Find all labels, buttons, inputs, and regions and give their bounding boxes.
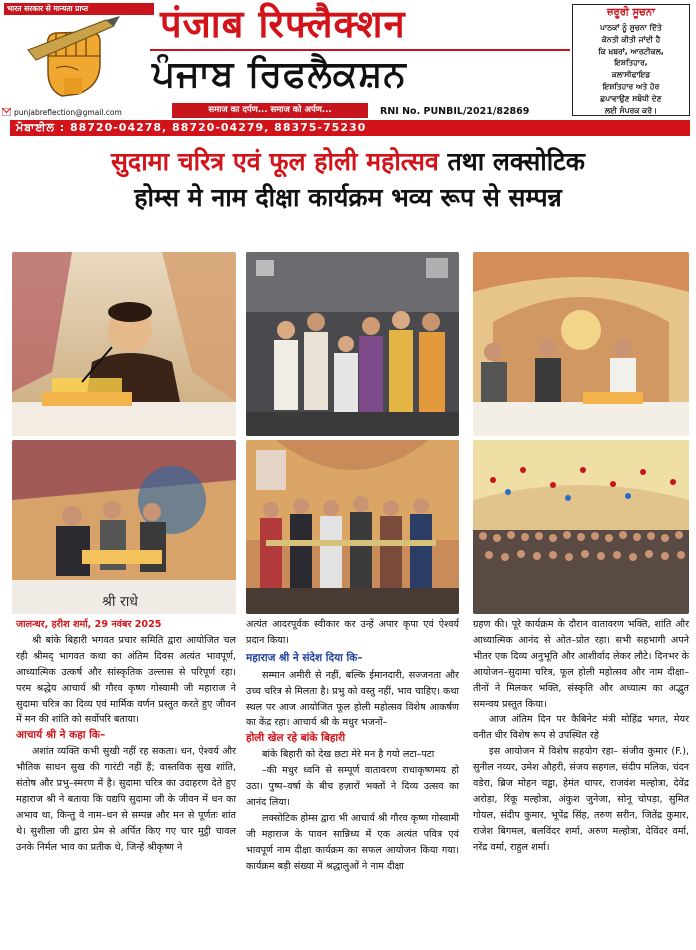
photo-group-on-stage xyxy=(246,252,459,436)
newspaper-title-punjabi: ਪੰਜਾਬ ਰਿਫਲੈਕਸ਼ਨ xyxy=(152,54,407,95)
govt-recognition-strip: भारत सरकार से मान्यता प्राप्त xyxy=(4,3,154,15)
photo-lamp-lighting xyxy=(12,440,236,614)
article-paragraph: बांके बिहारी को देख छटा मेरे मन है गयो लटा–पटा xyxy=(262,749,435,761)
article-column-3 xyxy=(473,617,689,856)
article-column-1 xyxy=(16,617,236,856)
photo-devotee-crowd xyxy=(473,440,689,614)
article-paragraph: आज अंतिम दिन पर कैबिनेट मंत्री मोहिंद्र भगत, मेयर वनीत धीर विशेष रूप से उपस्थित रहे xyxy=(473,714,689,742)
mobile-numbers-bar: ਮੋਬਾਈਲ : 88720-04278, 88720-04279, 88375-75230 xyxy=(10,120,690,136)
headline xyxy=(0,144,696,216)
article-paragraph: सम्मान अमीरी से नहीं, बल्कि ईमानदारी, सज्जनता और उच्च चरित्र से मिलता है। प्रभु को वस्तु नहीं, भाव चाहिए। कथा स्थल पर आज आयोजित फूल होली महोत्सव विशेष आकर्षण का केंद्र रहा। आचार्य श्री के मधुर भजनों– xyxy=(246,669,459,729)
article-paragraph: अशांत व्यक्ति कभी सुखी नहीं रह सकता। धन, ऐश्वर्य और भौतिक साधन सुख की गारंटी नहीं हैं; वास्तविक सुख शांति, संतोष और प्रभु–स्मरण में है। सुदामा चरित्र का उदाहरण देते हुए महाराज श्री ने बताया कि यद्यपि सुदामा जी के जीवन में धन का अभाव था, किन्तु वे नाम–धन से सम्पन्न और मन से पूर्णतः शांत थे। सुशीला जी द्वारा प्रेम से अर्पित किए गए चार मुट्ठी चावल उनके निर्मल भाव का प्रतीक थे, जिन्हें श्रीकृष्ण ने xyxy=(16,746,236,853)
masthead-divider xyxy=(150,49,570,51)
article-paragraph: लक्सोटिक होम्स द्वारा भी आचार्य श्री गौरव कृष्ण गोस्वामी जी महाराज के पावन सान्निध्य में एक अत्यंत पवित्र एवं भावपूर्ण नाम दीक्षा कार्यक्रम का सफल आयोजन किया गया। कार्यक्रम बड़ी संख्या में श्रद्धालुओं ने नाम दीक्षा xyxy=(246,812,459,872)
mail-icon xyxy=(2,108,11,116)
slogan-banner: समाज का दर्पण... समाज को अर्पण... xyxy=(172,103,368,118)
notice-heading: ਜ਼ਰੂਰੀ ਸੂਚਨਾ xyxy=(607,7,655,18)
headline-red-part: सुदामा चरित्र एवं फूल होली महोत्सव xyxy=(111,147,439,176)
photo-acharya-speaking xyxy=(12,252,236,436)
newspaper-title-hindi: पंजाब रिफ्लैक्शन xyxy=(160,2,406,46)
masthead xyxy=(0,0,696,140)
important-notice-box xyxy=(572,4,690,116)
headline-black-part: तथा लक्सोटिक xyxy=(447,147,585,176)
article-paragraph: श्री बांके बिहारी भगवत प्रचार समिति द्वारा आयोजित चल रही श्रीमद् भागवत कथा का अंतिम दिवस अत्यंत भावपूर्ण, आध्यात्मिक उत्कर्ष और सांस्कृतिक उल्लास से परिपूर्ण रहा। परम श्रद्धेय आचार्य श्री गौरव कृष्ण गोस्वामी जी महाराज ने सुदामा चरित्र का दिव्य एवं मार्मिक वर्णन प्रस्तुत करते हुए जीवन में मन की शांति को सर्वोपरि बताया। xyxy=(16,634,236,726)
article-paragraph: –की मधुर ध्वनि से सम्पूर्ण वातावरण राधाकृष्णमय हो उठा। पुष्प–वर्षा के बीच हज़ारों भक्तों ने दिव्य उत्सव का आनंद लिया। xyxy=(246,765,459,808)
fist-pen-logo xyxy=(26,16,122,100)
headline-line-2: होम्स मे नाम दीक्षा कार्यक्रम भव्य रूप से सम्पन्न xyxy=(134,183,562,212)
rni-number: RNI No. PUNBIL/2021/82869 xyxy=(380,106,530,117)
email-address[interactable]: punjabreflection@gmail.com xyxy=(14,108,122,117)
notice-text: ਪਾਠਕਾਂ ਨੂੰ ਸੂਚਨਾ ਦਿੱਤੇ ਕੋਨਤੀ ਕੀਤੀ ਜਾਂਦੀ ਹੈ ਕਿ ਖ਼ਬਰਾਂ, ਆਰਟੀਕਲ, ਇਸ਼ਤਿਹਾਰ, ਕਲਾਸੀਫਾਇਡ ਇਸ਼ਤਿਹਾਰ ਅਤੇ ਹੋਰ ਛਪਾਵਾਉਣ ਸਬੰਧੀ ਦੇਣ ਲਈ ਸੰਪਰਕ ਕਰੋ। xyxy=(598,23,664,115)
article-column-2 xyxy=(246,617,459,875)
subheading-maharaj-message: महाराज श्री ने संदेश दिया कि– xyxy=(246,651,363,664)
subheading-acharya-said: आचार्य श्री ने कहा कि– xyxy=(16,729,106,742)
article-paragraph: ग्रहण की। पूरे कार्यक्रम के दौरान वातावरण भक्ति, शांति और आध्यात्मिक आनंद से ओत–प्रोत रहा। सभी सहभागी अपने भीतर एक दिव्य अनुभूति और आशीर्वाद लेकर लौटे। दिनभर के आयोजन–सुदामा चरित्र, फूल होली महोत्सव और नाम दीक्षा–तीनों ने मिलकर भक्ति, संस्कृति और अध्यात्म का अद्भुत समन्वय प्रस्तुत किया। xyxy=(473,619,689,710)
subheading-holi-bhajan: होली खेल रहे बांके बिहारी xyxy=(246,732,346,745)
banner-text-radhe: श्री राधे xyxy=(102,594,138,610)
article-paragraph: अत्यंत आदरपूर्वक स्वीकार कर उन्हें अपार कृपा एवं ऐश्वर्य प्रदान किया। xyxy=(246,619,459,646)
article-dateline: जालन्धर, हरीश शर्मा, 29 नवंबर 2025 xyxy=(16,619,162,630)
article-paragraph: इस आयोजन में विशेष सहयोग रहा– संजीव कुमार (F.), सुनील नय्यर, उमेश औहरी, संजय सहगल, संदीप मलिक, चंदन वडेरा, ब्रिज मोहन चड्ढा, हेमंत थापर, राजवंश मल्होत्रा, देवेंद्र अरोड़ा, रिंकू मल्होत्रा, अंकुश जुनेजा, सोनू चोपड़ा, सुमित गोयल, संदीप कुमार, भूपेंद्र सिंह, तरुण सरीन, जितेंद्र कुमार, राजेश बिगमल, बलविंदर शर्मा, अरुण मल्होत्रा, देविंदर वर्मा, नरेंद्र वर्मा, राहुल शर्मा। xyxy=(473,746,689,853)
photo-guests-on-stage xyxy=(473,252,689,436)
photo-aarti-group xyxy=(246,440,459,614)
